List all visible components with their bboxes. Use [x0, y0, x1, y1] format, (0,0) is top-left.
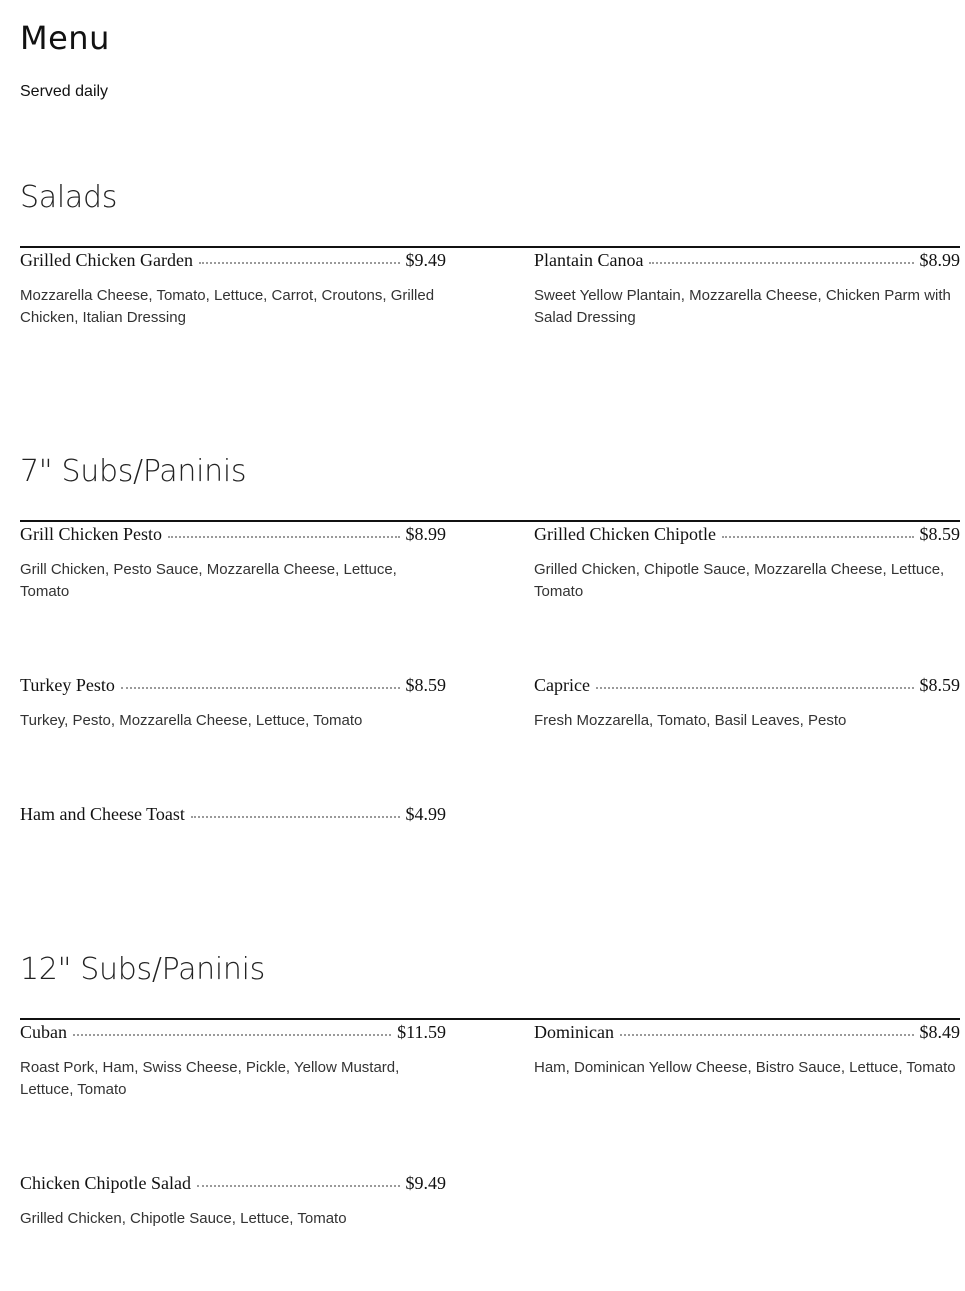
menu-item: [20, 522, 446, 603]
item-price: $8.59: [919, 524, 960, 544]
dot-leader: [197, 1185, 400, 1187]
menu-item: [534, 248, 960, 329]
item-name: Cuban: [20, 1022, 67, 1042]
dot-leader: [168, 536, 400, 538]
item-description: Grill Chicken, Pesto Sauce, Mozzarella Cheese, Lettuce, Tomato: [20, 561, 397, 600]
item-price: $8.99: [919, 250, 960, 270]
dot-leader: [191, 816, 400, 818]
item-description: Roast Pork, Ham, Swiss Cheese, Pickle, Yellow Mustard, Lettuce, Tomato: [20, 1059, 400, 1098]
item-name: Grilled Chicken Chipotle: [534, 524, 716, 544]
item-description: Turkey, Pesto, Mozzarella Cheese, Lettuce, Tomato: [20, 712, 363, 729]
item-name: Caprice: [534, 675, 590, 695]
section-heading: 7" Subs/Paninis: [20, 454, 247, 489]
menu-item: [20, 673, 446, 732]
item-price: $8.59: [405, 675, 446, 695]
dot-leader: [121, 687, 400, 689]
section-salads: [20, 172, 960, 248]
dot-leader: [620, 1034, 914, 1036]
item-description: Grilled Chicken, Chipotle Sauce, Lettuce, Tomato: [20, 1210, 347, 1227]
item-price: $11.59: [397, 1022, 446, 1042]
item-price: $8.99: [405, 524, 446, 544]
item-description: Mozzarella Cheese, Tomato, Lettuce, Carrot, Croutons, Grilled Chicken, Italian Dressing: [20, 287, 435, 326]
section-heading: Salads: [20, 180, 118, 215]
menu-item: [20, 802, 446, 828]
menu-item: [534, 1020, 960, 1079]
item-description: Grilled Chicken, Chipotle Sauce, Mozzarella Cheese, Lettuce, Tomato: [534, 561, 945, 600]
item-price: $8.49: [919, 1022, 960, 1042]
menu-item: [534, 522, 960, 603]
item-name: Turkey Pesto: [20, 675, 115, 695]
menu-item: [20, 1020, 446, 1101]
item-price: $9.49: [405, 250, 446, 270]
item-description: Sweet Yellow Plantain, Mozzarella Cheese, Chicken Parm with Salad Dressing: [534, 287, 951, 326]
section-7-inch-subs: [20, 446, 960, 522]
menu-item: [20, 248, 446, 329]
item-price: $4.99: [405, 804, 446, 824]
section-12-inch-subs: [20, 944, 960, 1020]
menu-subtitle: Served daily: [20, 83, 109, 100]
item-name: Plantain Canoa: [534, 250, 644, 270]
item-description: Ham, Dominican Yellow Cheese, Bistro Sauce, Lettuce, Tomato: [534, 1059, 956, 1076]
dot-leader: [649, 262, 913, 264]
item-description: Fresh Mozzarella, Tomato, Basil Leaves, Pesto: [534, 712, 847, 729]
dot-leader: [596, 687, 914, 689]
item-name: Chicken Chipotle Salad: [20, 1173, 191, 1193]
menu-title: Menu: [20, 19, 110, 57]
item-name: Dominican: [534, 1022, 614, 1042]
section-heading: 12" Subs/Paninis: [20, 952, 265, 987]
item-price: $9.49: [405, 1173, 446, 1193]
dot-leader: [722, 536, 914, 538]
menu-item: [20, 1171, 446, 1230]
item-name: Grilled Chicken Garden: [20, 250, 193, 270]
dot-leader: [73, 1034, 391, 1036]
menu-item: [534, 673, 960, 732]
dot-leader: [199, 262, 400, 264]
item-name: Ham and Cheese Toast: [20, 804, 185, 824]
item-name: Grill Chicken Pesto: [20, 524, 162, 544]
item-price: $8.59: [919, 675, 960, 695]
